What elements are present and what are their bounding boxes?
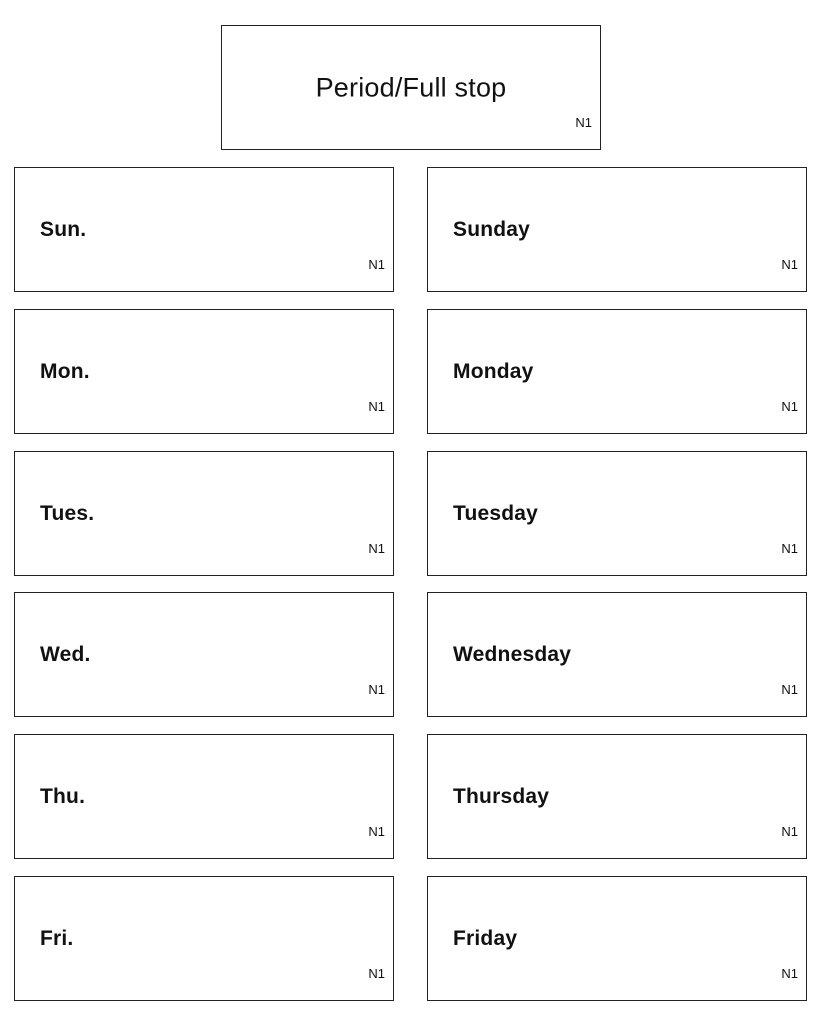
card-word: Mon. bbox=[40, 359, 90, 383]
card-full-sunday bbox=[427, 167, 807, 292]
card-code: N1 bbox=[368, 682, 385, 697]
card-abbrev-thu bbox=[14, 734, 394, 859]
card-code: N1 bbox=[368, 399, 385, 414]
card-code: N1 bbox=[781, 966, 798, 981]
card-abbrev-fri bbox=[14, 876, 394, 1001]
card-full-tuesday bbox=[427, 451, 807, 576]
card-code: N1 bbox=[368, 966, 385, 981]
card-abbrev-wed bbox=[14, 592, 394, 717]
card-code: N1 bbox=[781, 541, 798, 556]
card-abbrev-tues bbox=[14, 451, 394, 576]
card-code: N1 bbox=[368, 541, 385, 556]
card-code: N1 bbox=[781, 257, 798, 272]
card-word: Thursday bbox=[453, 784, 550, 808]
card-word: Wednesday bbox=[453, 642, 572, 666]
card-full-monday bbox=[427, 309, 807, 434]
title-card-word: Period/Full stop bbox=[315, 72, 507, 103]
card-code: N1 bbox=[368, 257, 385, 272]
card-word: Thu. bbox=[40, 784, 86, 808]
title-card-code: N1 bbox=[575, 115, 592, 130]
card-abbrev-sun bbox=[14, 167, 394, 292]
card-word: Friday bbox=[453, 926, 518, 950]
card-full-thursday bbox=[427, 734, 807, 859]
card-word: Tues. bbox=[40, 501, 95, 525]
card-word: Wed. bbox=[40, 642, 91, 666]
card-full-friday bbox=[427, 876, 807, 1001]
card-full-wednesday bbox=[427, 592, 807, 717]
card-word: Sun. bbox=[40, 217, 87, 241]
card-word: Monday bbox=[453, 359, 534, 383]
card-word: Fri. bbox=[40, 926, 74, 950]
card-code: N1 bbox=[781, 399, 798, 414]
title-card bbox=[221, 25, 601, 150]
card-code: N1 bbox=[781, 824, 798, 839]
card-word: Tuesday bbox=[453, 501, 539, 525]
card-word: Sunday bbox=[453, 217, 531, 241]
card-code: N1 bbox=[368, 824, 385, 839]
card-abbrev-mon bbox=[14, 309, 394, 434]
card-code: N1 bbox=[781, 682, 798, 697]
